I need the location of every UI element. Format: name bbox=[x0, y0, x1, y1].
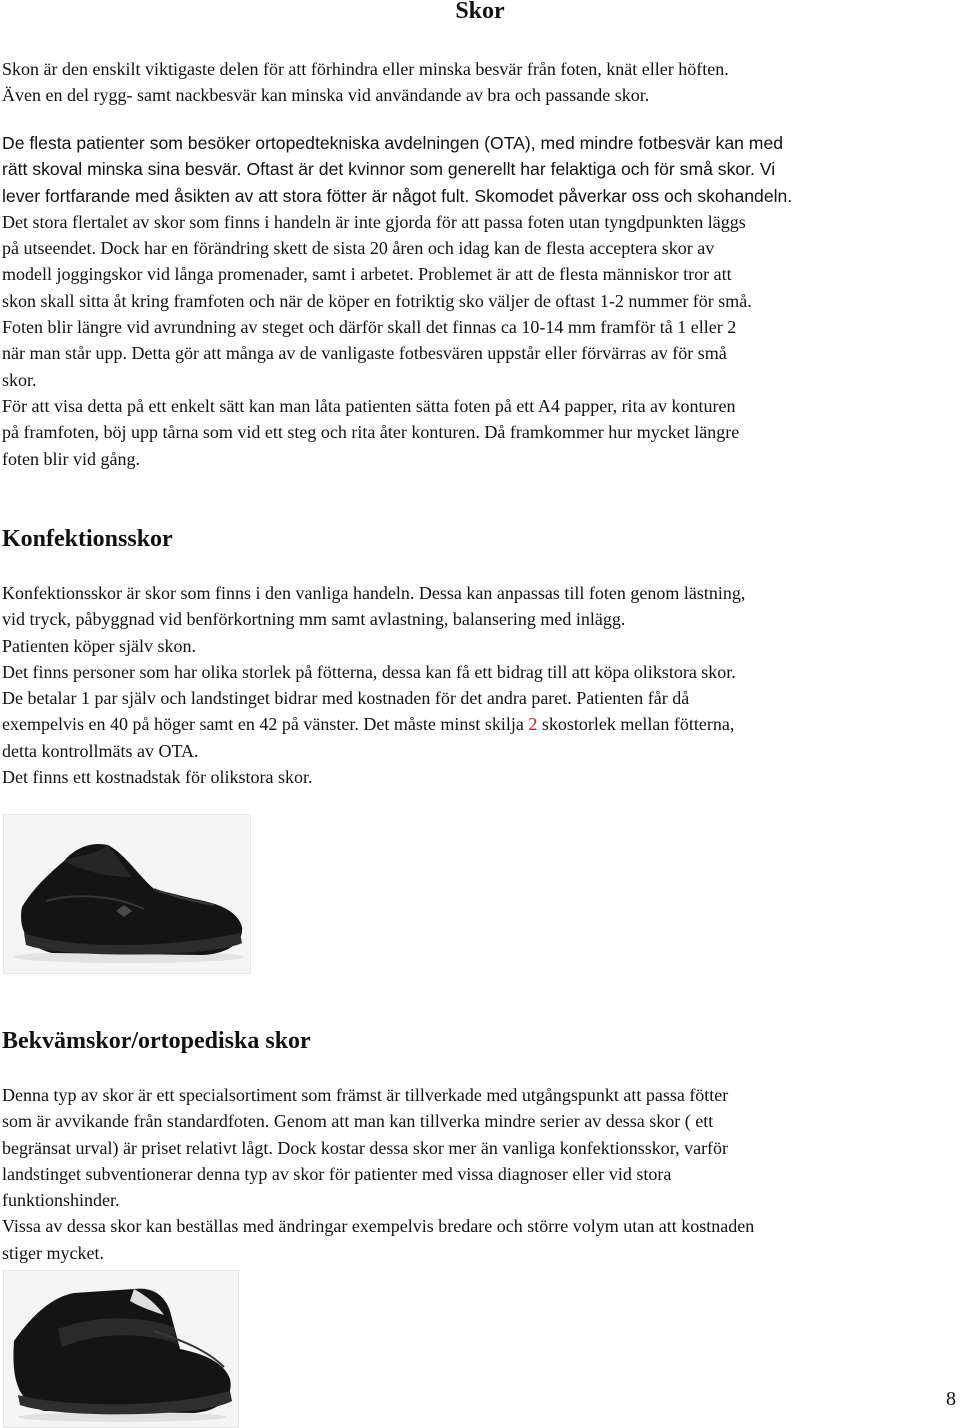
text-line: För att visa detta på ett enkelt sätt kan man låta patienten sätta foten på ett A4 papper, rita av konturen bbox=[2, 395, 736, 416]
text-line: Konfektionsskor är skor som finns i den vanliga handeln. Dessa kan anpassas till foten genom lästning, bbox=[2, 583, 746, 603]
text-line: Denna typ av skor är ett specialsortiment som främst är tillverkade med utgångspunkt att passa fötter bbox=[2, 1085, 729, 1105]
text-line: Det finns ett kostnadstak för olikstora skor. bbox=[2, 767, 313, 788]
text-segment: exempelvis en 40 på höger samt en 42 på vänster. Det måste minst skilja bbox=[2, 714, 529, 735]
velcro-shoe-illustration bbox=[4, 1271, 238, 1427]
text-line: lever fortfarande med åsikten av att stora fötter är något fult. Skomodet påverkar oss och skohandeln. bbox=[2, 185, 793, 206]
text-line: på utseendet. Dock har en förändring skett de sista 20 åren och idag kan de flesta acceptera skor av bbox=[2, 238, 715, 259]
text-line: detta kontrollmäts av OTA. bbox=[2, 740, 199, 761]
text-line: funktionshinder. bbox=[2, 1190, 120, 1211]
text-line: skor. bbox=[2, 369, 37, 390]
sneaker-photo bbox=[3, 814, 251, 974]
text-line: Det stora flertalet av skor som finns i handeln är inte gjorda för att passa foten utan tyngdpunkten läggs bbox=[2, 211, 746, 232]
page-title: Skor bbox=[455, 0, 505, 24]
text-line: som är avvikande från standardfoten. Genom att man kan tillverka mindre serier av dessa skor ( ett bbox=[2, 1111, 714, 1132]
text-line: Vissa av dessa skor kan beställas med ändringar exempelvis bredare och större volym utan att kostnaden bbox=[2, 1216, 755, 1237]
text-line: när man står upp. Detta gör att många av de vanligaste fotbesvären uppstår eller förvärras av för små bbox=[2, 343, 727, 364]
text-line: landstinget subventionerar denna typ av skor för patienter med vissa diagnoser eller vid stora bbox=[2, 1163, 672, 1184]
text-line: De betalar 1 par själv och landstinget bidrar med kostnaden för det andra paret. Patienten får då bbox=[2, 688, 690, 709]
text-line: foten blir vid gång. bbox=[2, 448, 140, 469]
text-line: Foten blir längre vid avrundning av steget och därför skall det finnas ca 10-14 mm framför tå 1 eller 2 bbox=[2, 317, 737, 338]
velcro-shoe-photo bbox=[3, 1270, 239, 1428]
text-line: Även en del rygg- samt nackbesvär kan minska vid användande av bra och passande skor. bbox=[2, 85, 650, 106]
intro-paragraph bbox=[2, 56, 958, 109]
text-line: modell joggingskor vid långa promenader, samt i arbetet. Problemet är att de flesta människor tror att bbox=[2, 264, 732, 285]
text-line: på framfoten, böj upp tårna som vid ett steg och rita åter konturen. Då framkommer hur mycket längre bbox=[2, 422, 740, 443]
highlighted-number: 2 bbox=[528, 714, 538, 735]
text-line: stiger mycket. bbox=[2, 1242, 104, 1263]
text-line: vid tryck, påbyggnad vid benförkortning mm samt avlastning, balansering med inlägg. bbox=[2, 609, 626, 630]
text-line: rätt skoval minska sina besvär. Oftast är det kvinnor som generellt har felaktiga och för små skor. Vi bbox=[2, 159, 776, 180]
text-line: Det finns personer som har olika storlek på fötterna, dessa kan få ett bidrag till att köpa olikstora skor. bbox=[2, 661, 736, 682]
text-line: Skon är den enskilt viktigaste delen för att förhindra eller minska besvär från foten, knät eller höften. bbox=[2, 59, 729, 79]
text-line: Patienten köper själv skon. bbox=[2, 635, 196, 656]
konfektion-paragraph bbox=[2, 580, 958, 790]
text-line: begränsat urval) är priset relativt lågt. Dock kostar dessa skor mer än vanliga konfektionsskor, varför bbox=[2, 1137, 729, 1158]
section-heading-bekvam: Bekvämskor/ortopediska skor bbox=[2, 1028, 311, 1054]
bekvam-paragraph bbox=[2, 1082, 958, 1266]
section-heading-konfektion: Konfektionsskor bbox=[2, 526, 173, 552]
page-number: 8 bbox=[946, 1388, 956, 1410]
body-paragraph bbox=[2, 130, 958, 472]
text-line bbox=[2, 711, 958, 737]
text-segment: skostorlek mellan fötterna, bbox=[537, 714, 735, 735]
text-line: De flesta patienter som besöker ortopedtekniska avdelningen (OTA), med mindre fotbesvär kan med bbox=[2, 133, 784, 153]
text-line: skon skall sitta åt kring framfoten och när de köper en fotriktig sko väljer de oftast 1-2 nummer för små. bbox=[2, 290, 752, 311]
sneaker-illustration bbox=[4, 815, 250, 973]
